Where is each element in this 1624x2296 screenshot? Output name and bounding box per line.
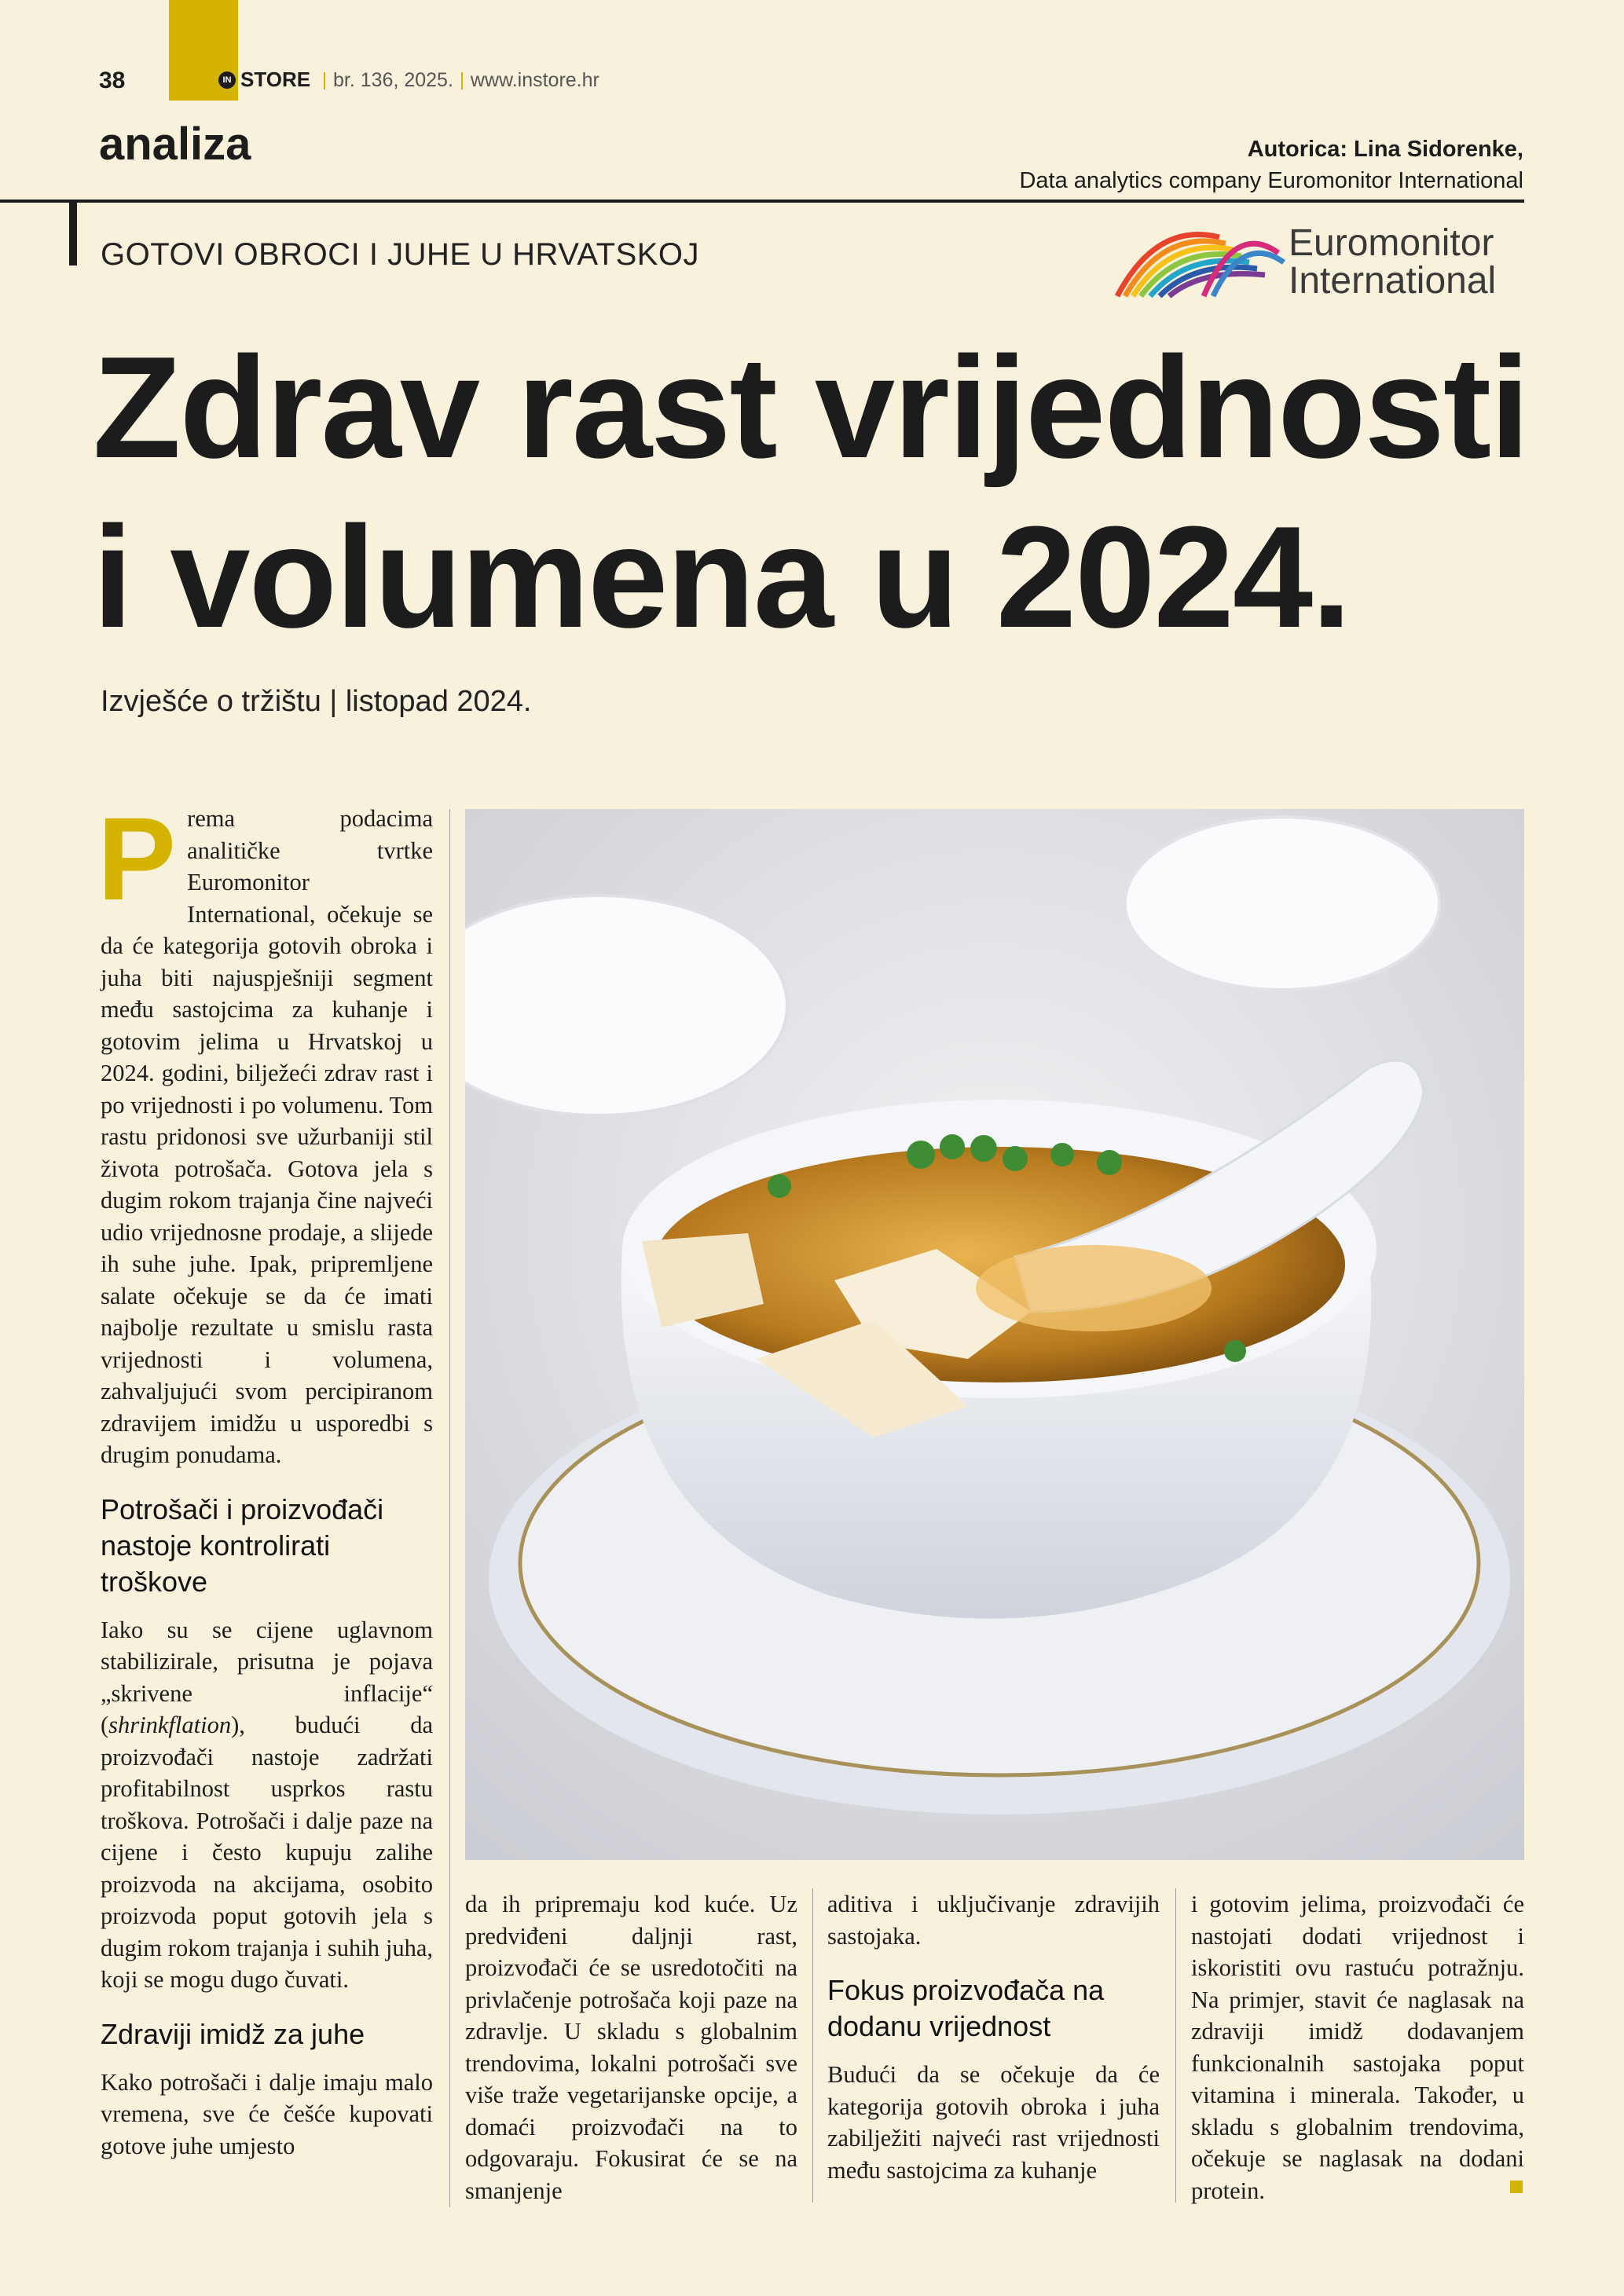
paragraph-col2: da ih pripremaju kod kuće. Uz predviđeni daljnji rast, proizvođači će se usredotočiti na privlačenje potrošača koji paze na zdravlje. U skladu s globalnim trendovima, lokalni potrošači sve više traže vegetarijanske opcije, a domaći proizvođači na to odgovaraju. Fokusirat će se na smanjenje <box>465 1891 797 2204</box>
paragraph-col4: i gotovim jelima, proizvođači će nastojati dodati vrijednost i iskoristiti ovu rastuću potražnju. Na primjer, stavit će naglasak na zdraviji imidž dodavanjem funkcionalnih sastojaka poput vitamina i minerala. Također, u skladu s globalnim trendovima, očekuje se naglasak na dodani protein. <box>1191 1891 1524 2204</box>
subhead-value: Fokus proizvođača na dodanu vrijednost <box>827 1974 1105 2042</box>
dropcap: P <box>97 793 177 925</box>
author-name: Autorica: Lina Sidorenke, <box>1247 137 1523 162</box>
subhead-costs: Potrošači i proizvođači nastoje kontrolirati troškove <box>101 1492 384 1598</box>
logo-line-2: International <box>1289 260 1497 302</box>
soup-bowl-image <box>465 809 1524 1860</box>
article-column-2 <box>465 1888 797 2206</box>
instore-logo <box>218 68 310 92</box>
section-title: analiza <box>99 119 251 170</box>
italic-term: shrinkflation <box>108 1712 232 1738</box>
header-rule <box>0 200 1524 203</box>
headline-line-2: i volumena u 2024. <box>93 496 1351 657</box>
article-column-1 <box>97 793 433 2162</box>
text-span: ), budući da proizvođači nastoje zadržati profitabilnost usprkos rastu troškova. Potrošači i dalje paze na cijene i često kupuju zalihe proizvoda na akcijama, osobito proizvoda poput gotovih jela s dugim rokom trajanja i suhih juha, koji se mogu dugo čuvati. <box>101 1712 433 1993</box>
issue-number: br. 136, 2025. <box>333 69 453 91</box>
kicker-bar <box>69 201 77 265</box>
author-role: Data analytics company Euromonitor International <box>1019 168 1523 193</box>
kicker: GOTOVI OBROCI I JUHE U HRVATSKOJ <box>101 237 700 272</box>
author-block <box>1019 134 1523 196</box>
article-column-3 <box>827 1888 1160 2186</box>
website-link[interactable]: www.instore.hr <box>470 69 599 91</box>
instore-badge-icon: IN <box>218 71 236 89</box>
headline <box>93 322 1554 661</box>
paragraph-costs <box>101 1614 433 1996</box>
paragraph-col3-b: Budući da se očekuje da će kategorija gotovih obroka i juha zabilježiti najveći rast vrijednosti među sastojcima za kuhanje <box>827 2061 1160 2184</box>
intro-paragraph <box>97 793 433 1471</box>
euromonitor-arc-icon <box>1109 222 1290 300</box>
headline-line-1: Zdrav rast vrijednosti <box>93 326 1529 488</box>
page-number: 38 <box>99 68 126 93</box>
text-span: Iako su se cijene uglavnom stabilizirale, prisutna je pojava „skrivene inflacije“ ( <box>101 1616 433 1738</box>
end-mark <box>1510 2181 1523 2193</box>
issue-info <box>316 69 599 92</box>
subhead-healthier: Zdraviji imidž za juhe <box>101 2017 365 2050</box>
lead-line: Izvješće o tržištu | listopad 2024. <box>101 685 532 718</box>
column-divider <box>449 809 450 2207</box>
column-divider <box>812 1888 813 2203</box>
separator <box>461 72 463 90</box>
separator <box>324 72 325 90</box>
article-column-4 <box>1191 1888 1524 2206</box>
instore-logo-text: STORE <box>240 68 311 91</box>
intro-text: rema podacima analitičke tvrtke Euromonitor International, očekuje se da će kategorija gotovih obroka i juha biti najuspješniji segment među sastojcima za kuhanje i gotovim jelima u Hrvatskoj u 2024. godini, bilježeći zdrav rast i po vrijednosti i po volumenu. Tom rastu pridonosi sve užurbaniji stil života potrošača. Gotova jela s dugim rokom trajanja čine najveći udio vrijednosne prodaje, a slijede ih suhe juhe. Ipak, pripremljene salate očekuje se da će imati najbolje rezultate u smislu rasta vrijednosti i volumena, zahvaljujući svom percipiranom zdravijem imidžu u usporedbi s drugim ponudama. <box>101 805 433 1468</box>
logo-line-1: Euromonitor <box>1289 222 1494 264</box>
euromonitor-wordmark <box>1289 222 1497 302</box>
paragraph-col3-a: aditiva i uključivanje zdravijih sastojaka. <box>827 1891 1160 1950</box>
paragraph-healthier: Kako potrošači i dalje imaju malo vremena, sve će češće kupovati gotove juhe umjesto <box>101 2068 433 2159</box>
soup-photo <box>465 809 1524 1860</box>
column-divider <box>1175 1888 1176 2203</box>
